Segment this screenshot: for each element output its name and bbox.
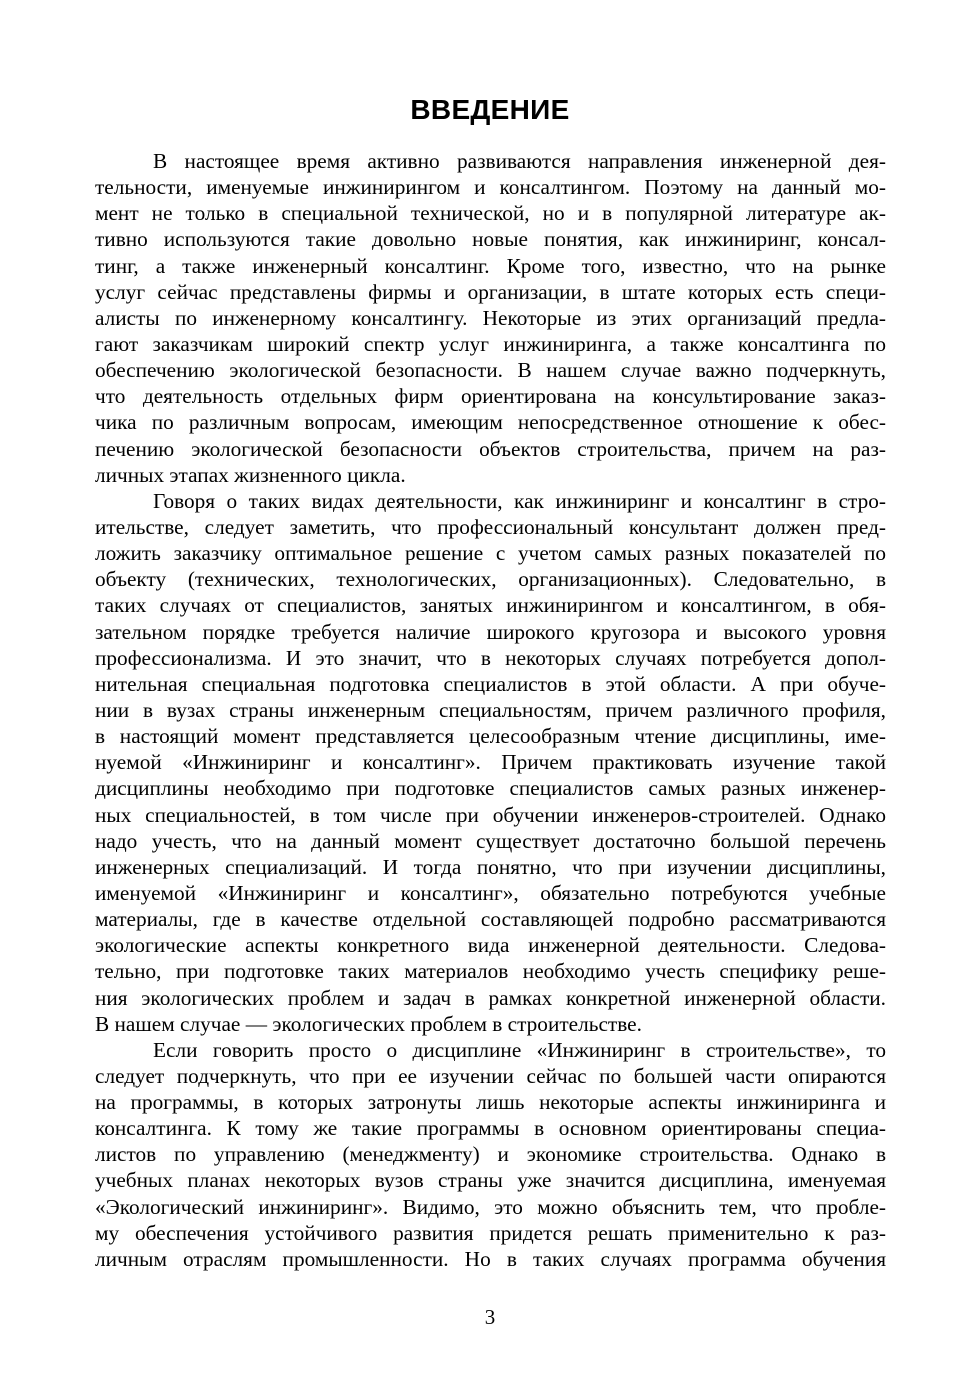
text-line: нии в вузах страны инженерным специальностям, причем различного профиля, [95, 697, 886, 722]
text-line: ложить заказчику оптимальное решение с учетом самых разных показателей по [95, 541, 886, 566]
text-line: зательном порядке требуется наличие широкого кругозора и высокого уровня [95, 619, 886, 644]
text-line: экологические аспекты конкретного вида инженерной деятельности. Следова- [95, 933, 886, 958]
text-line: «Экологический инжиниринг». Видимо, это можно объяснить тем, что пробле- [95, 1194, 886, 1219]
text-line: В нашем случае — экологических проблем в строительстве. [95, 1011, 642, 1036]
paragraph-1 [95, 148, 886, 488]
text-line: листов по управлению (менеджменту) и экономике строительства. Однако в [95, 1142, 886, 1167]
text-line: ния экологических проблем и задач в рамках конкретной инженерной области. [95, 985, 886, 1010]
body-text [95, 148, 886, 1272]
text-line: печению экологической безопасности объектов строительства, причем на раз- [95, 436, 886, 461]
text-line: личных этапах жизненного цикла. [95, 462, 406, 487]
text-line: что деятельность отдельных фирм ориентирована на консультирование заказ- [95, 384, 886, 409]
text-line: на программы, в которых затронуты лишь некоторые аспекты инжиниринга и [95, 1090, 886, 1115]
text-line: Говоря о таких видах деятельности, как инжиниринг и консалтинг в стро- [153, 488, 886, 513]
text-line: объекту (технических, технологических, организационных). Следовательно, в [95, 567, 886, 592]
text-line: Если говорить просто о дисциплине «Инжиниринг в строительстве», то [153, 1037, 886, 1062]
text-line: именуемой «Инжиниринг и консалтинг», обязательно потребуются учебные [95, 880, 886, 905]
text-line: инженерных специализаций. И тогда понятно, что при изучении дисциплины, [95, 854, 886, 879]
text-line: ительстве, следует заметить, что профессиональный консультант должен пред- [95, 514, 886, 539]
text-line: профессионализма. И это значит, что в некоторых случаях потребуется допол- [95, 645, 886, 670]
text-line: му обеспечения устойчивого развития придется решать применительно к раз- [95, 1220, 886, 1245]
text-line: мент не только в специальной технической, но и в популярной литературе ак- [95, 201, 886, 226]
text-line: алисты по инженерному консалтингу. Некоторые из этих организаций предла- [95, 305, 886, 330]
paragraph-2 [95, 488, 886, 1037]
text-line: надо учесть, что на данный момент существует достаточно большой перечень [95, 828, 886, 853]
text-line: таких случаях от специалистов, занятых инжинирингом и консалтингом, в обя- [95, 593, 886, 618]
text-line: тельно, при подготовке таких материалов необходимо учесть специфику реше- [95, 959, 886, 984]
text-line: чика по различным вопросам, имеющим непосредственное отношение к обес- [95, 410, 886, 435]
page-number: 3 [484, 1305, 496, 1329]
text-line: материалы, где в качестве отдельной составляющей подробно рассматриваются [95, 907, 886, 932]
text-line: тельности, именуемые инжинирингом и консалтингом. Поэтому на данный мо- [95, 175, 886, 200]
text-line: дисциплины необходимо при подготовке специалистов самых разных инженер- [95, 776, 886, 801]
text-line: следует подчеркнуть, что при ее изучении сейчас по большей части опираются [95, 1063, 886, 1088]
text-line: обеспечению экологической безопасности. В нашем случае важно подчеркнуть, [95, 358, 886, 383]
text-line: ных специальностей, в том числе при обучении инженеров-строителей. Однако [95, 802, 886, 827]
text-line: консалтинга. К тому же такие программы в основном ориентированы специа- [95, 1116, 886, 1141]
text-line: гают заказчикам широкий спектр услуг инжиниринга, а также консалтинга по [95, 331, 886, 356]
text-line: нуемой «Инжиниринг и консалтинг». Причем практиковать изучение такой [95, 750, 886, 775]
text-line: услуг сейчас представлены фирмы и организации, в штате которых есть специ- [95, 279, 886, 304]
text-line: нительная специальная подготовка специалистов в этой области. А при обуче- [95, 671, 886, 696]
text-line: учебных планах некоторых вузов страны уже значится дисциплина, именуемая [95, 1168, 886, 1193]
text-line: в настоящий момент представляется целесообразным чтение дисциплины, име- [95, 724, 886, 749]
text-line: В настоящее время активно развиваются направления инженерной дея- [153, 149, 886, 173]
text-line: личным отраслям промышленности. Но в таких случаях программа обучения [95, 1246, 886, 1271]
text-line: тинг, а также инженерный консалтинг. Кроме того, известно, что на рынке [95, 253, 886, 278]
text-line: тивно используются такие довольно новые понятия, как инжиниринг, консал- [95, 227, 886, 252]
paragraph-3 [95, 1037, 886, 1272]
page-title: ВВЕДЕНИЕ [410, 94, 570, 125]
